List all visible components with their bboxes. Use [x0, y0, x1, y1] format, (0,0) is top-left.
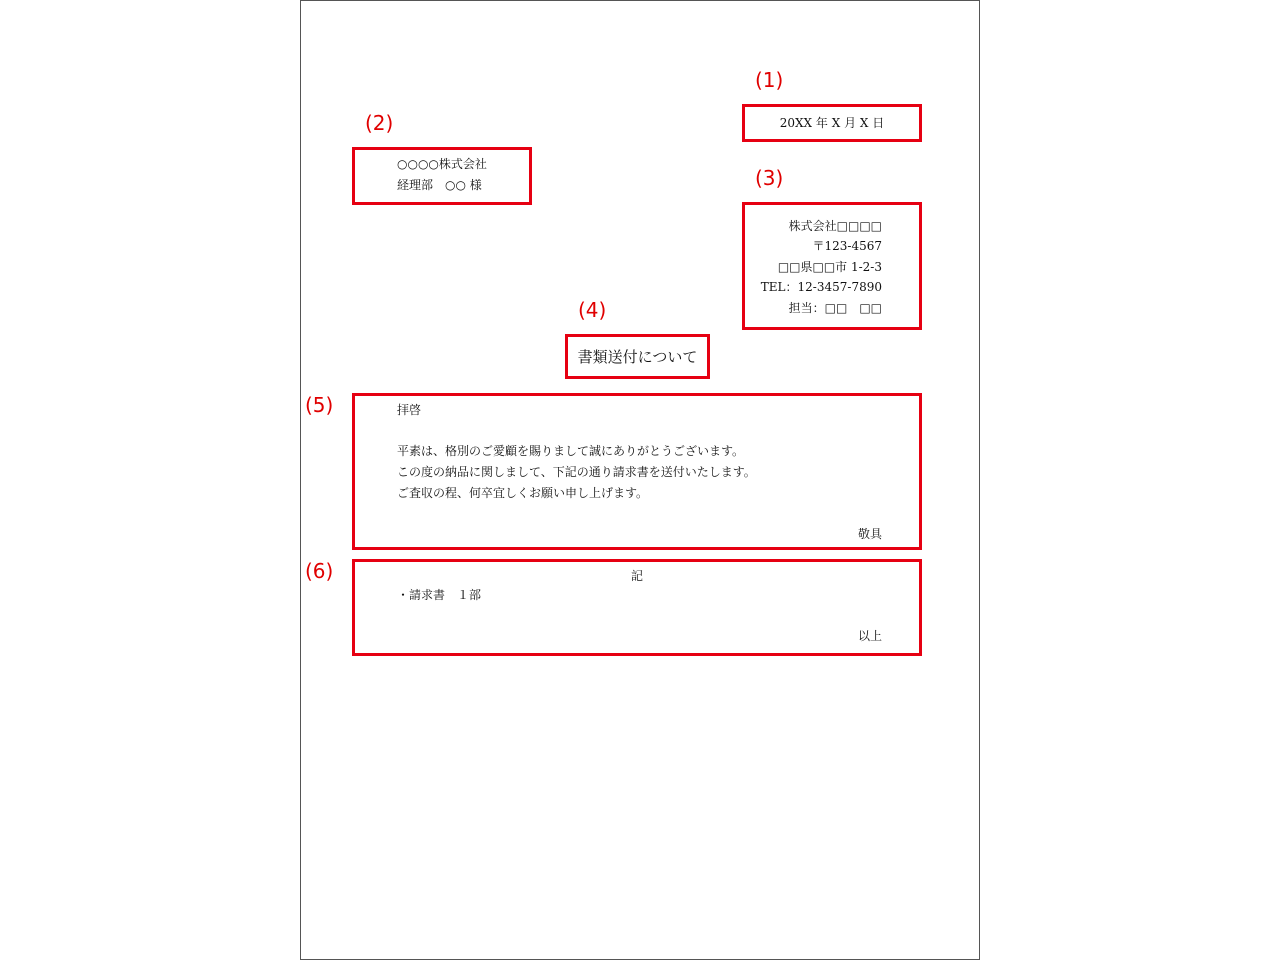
enclosure-item: ・請求書 １部: [397, 588, 482, 602]
recipient-person: 経理部 ○○ 様: [397, 178, 482, 192]
sender-phone: TEL：12-3457-7890: [760, 280, 882, 294]
marker-1: (1): [755, 68, 784, 92]
closing: 敬具: [857, 527, 882, 541]
marker-4: (4): [578, 298, 607, 322]
body-line-3: ご査収の程、何卒宜しくお願い申し上げます。: [397, 486, 649, 500]
marker-2: (2): [365, 111, 394, 135]
marker-3: (3): [755, 166, 784, 190]
notes-end: 以上: [857, 629, 882, 643]
salutation: 拝啓: [397, 403, 422, 417]
marker-5: (5): [305, 393, 334, 417]
body-line-1: 平素は、格別のご愛顧を賜りまして誠にありがとうございます。: [397, 444, 745, 458]
sender-address: □□県□□市 1-2-3: [777, 260, 882, 274]
body-line-2: この度の納品に関しまして、下記の通り請求書を送付いたします。: [397, 465, 756, 479]
sender-contact: 担当：□□ □□: [788, 301, 882, 315]
sender-company: 株式会社□□□□: [788, 219, 882, 233]
notes-heading: 記: [630, 569, 643, 583]
letter-subject: 書類送付について: [577, 348, 698, 366]
recipient-company: ○○○○株式会社: [397, 157, 487, 171]
marker-6: (6): [305, 559, 334, 583]
sender-postal-code: 〒123-4567: [812, 239, 882, 253]
letter-date: 20XX 年 X 月 X 日: [779, 116, 885, 130]
